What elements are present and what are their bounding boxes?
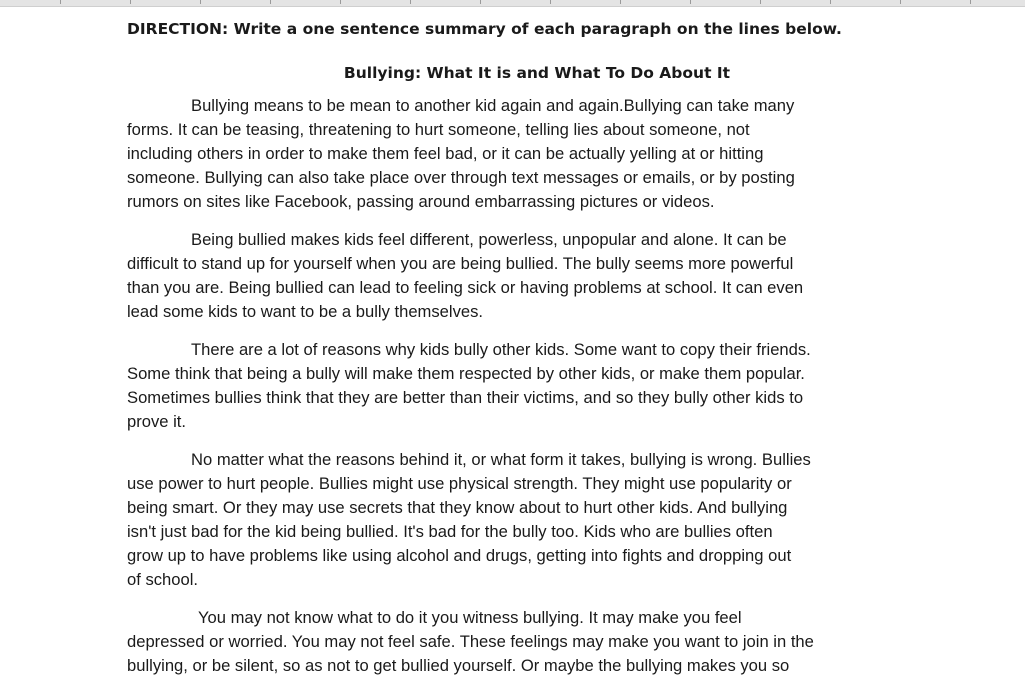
paragraph-line: difficult to stand up for yourself when you are being bullied. The bully seems more powerful [127, 254, 794, 273]
paragraph-line: than you are. Being bullied can lead to feeling sick or having problems at school. It can even [127, 278, 804, 297]
paragraph-line: grow up to have problems like using alcohol and drugs, getting into fights and dropping out [127, 546, 792, 565]
paragraph-line: rumors on sites like Facebook, passing around embarrassing pictures or videos. [127, 192, 715, 211]
paragraph-line: Some think that being a bully will make them respected by other kids, or make them popular. [127, 364, 805, 383]
paragraph-line: forms. It can be teasing, threatening to hurt someone, telling lies about someone, not [127, 120, 750, 139]
paragraph-line: Being bullied makes kids feel different, powerless, unpopular and alone. It can be [191, 230, 787, 249]
paragraph-line: including others in order to make them feel bad, or it can be actually yelling at or hitting [127, 144, 764, 163]
paragraph-5 [127, 606, 947, 678]
paragraph-line: depressed or worried. You may not feel safe. These feelings may make you want to join in the [127, 632, 814, 651]
document-body[interactable] [127, 20, 947, 678]
document-title: Bullying: What It is and What To Do About It [343, 64, 731, 82]
paragraph-line: bullying, or be silent, so as not to get bullied yourself. Or maybe the bullying makes you so [127, 656, 790, 675]
paragraph-line: isn't just bad for the kid being bullied. It's bad for the bully too. Kids who are bullies often [127, 522, 773, 541]
paragraph-line: being smart. Or they may use secrets that they know about to hurt other kids. And bullying [127, 498, 788, 517]
paragraph-line: someone. Bullying can also take place over through text messages or emails, or by posting [127, 168, 795, 187]
paragraph-line: use power to hurt people. Bullies might use physical strength. They might use popularity or [127, 474, 792, 493]
paragraph-line: of school. [127, 570, 199, 589]
horizontal-ruler [0, 0, 1025, 7]
paragraph-line: lead some kids to want to be a bully themselves. [127, 302, 484, 321]
paragraph-line: No matter what the reasons behind it, or what form it takes, bullying is wrong. Bullies [191, 450, 811, 469]
paragraph-line: Sometimes bullies think that they are better than their victims, and so they bully other kids to [127, 388, 804, 407]
paragraph-line: There are a lot of reasons why kids bully other kids. Some want to copy their friends. [191, 340, 811, 359]
paragraph-3 [127, 338, 947, 434]
paragraph-line: prove it. [127, 412, 187, 431]
paragraph-line: Bullying means to be mean to another kid again and again.Bullying can take many [191, 96, 795, 115]
paragraph-4 [127, 448, 947, 592]
paragraph-1 [127, 94, 947, 214]
direction-text: DIRECTION: Write a one sentence summary of each paragraph on the lines below. [127, 20, 842, 38]
paragraph-line: You may not know what to do it you witness bullying. It may make you feel [198, 608, 742, 627]
paragraph-2 [127, 228, 947, 324]
